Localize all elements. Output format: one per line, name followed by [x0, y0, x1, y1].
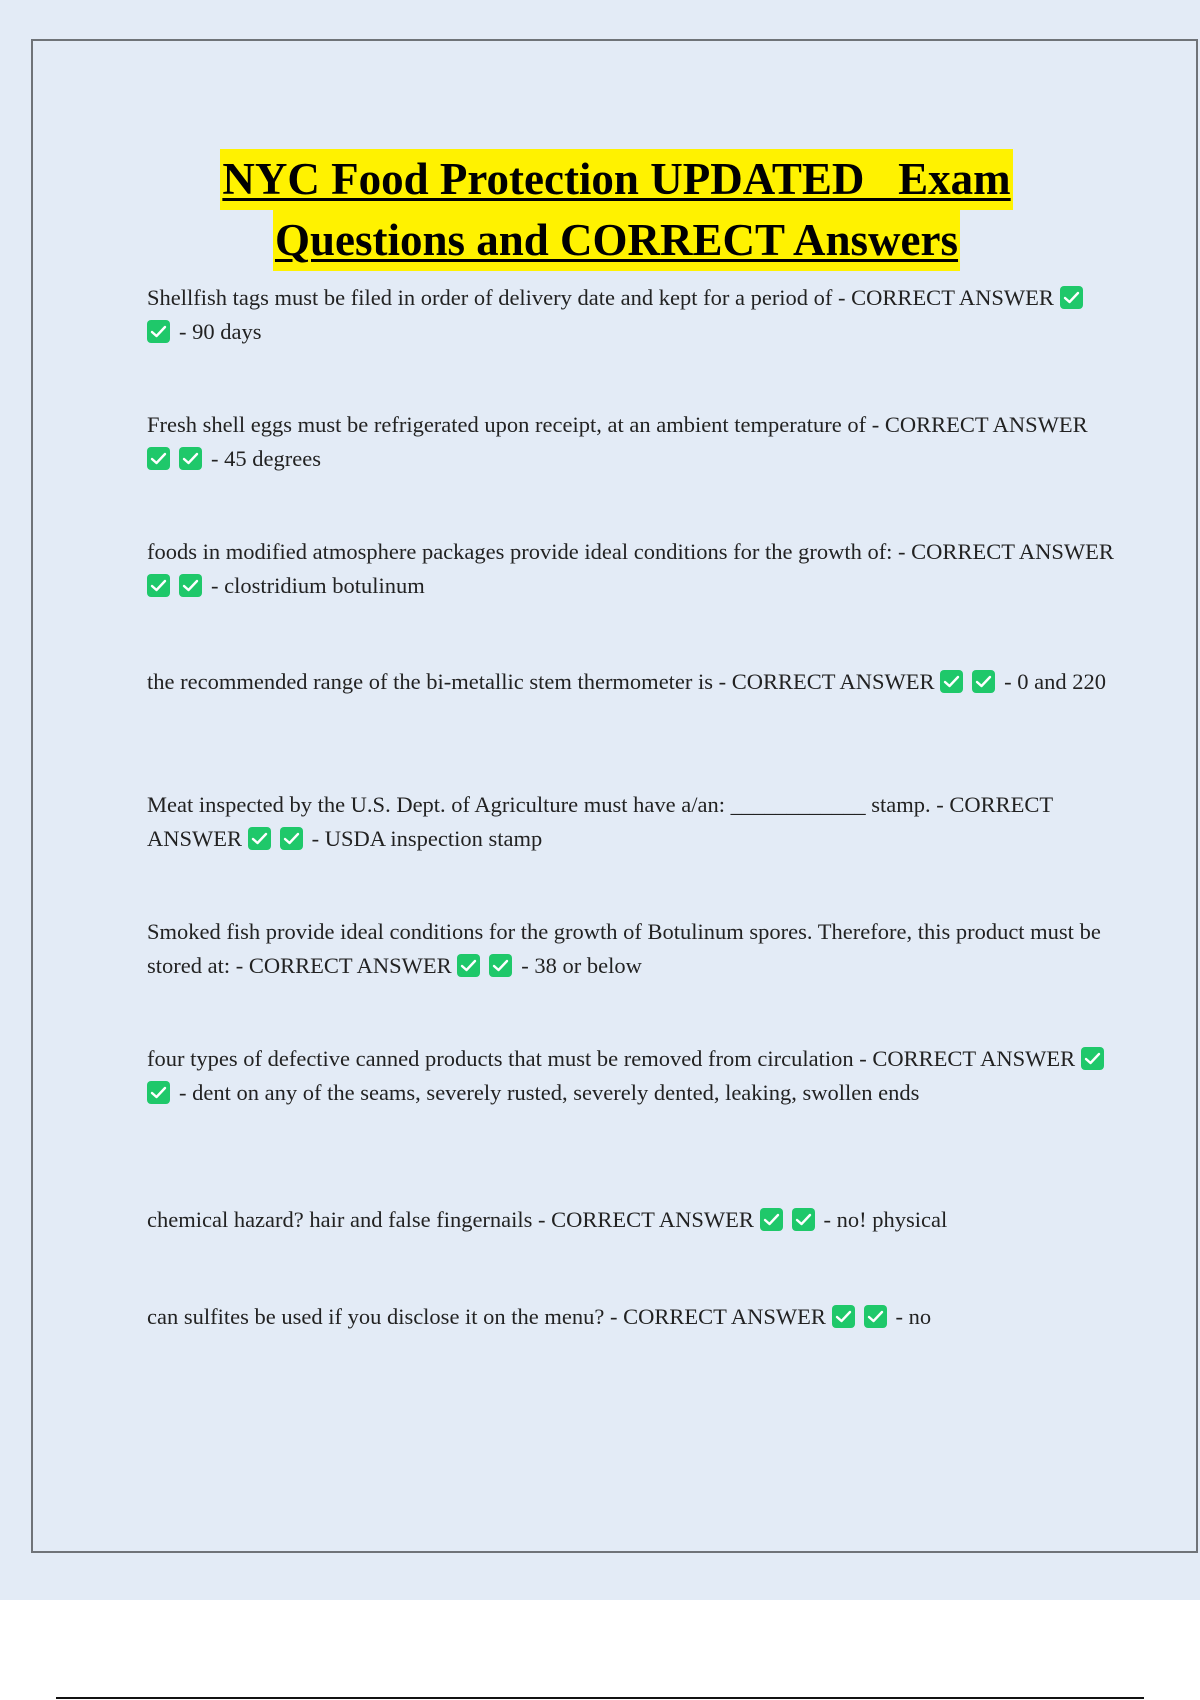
question-text: can sulfites be used if you disclose it on the menu? - CORRECT ANSWER	[147, 1304, 826, 1329]
check-box-icon	[457, 954, 480, 977]
check-box-icon	[179, 447, 202, 470]
question-text: Fresh shell eggs must be refrigerated upon receipt, at an ambient temperature of - CORRECT ANSWER	[147, 412, 1088, 437]
question-text: the recommended range of the bi-metallic stem thermometer is - CORRECT ANSWER	[147, 669, 935, 694]
check-box-icon	[280, 827, 303, 850]
check-box-icon	[179, 574, 202, 597]
answer-text: - dent on any of the seams, severely rusted, severely dented, leaking, swollen ends	[179, 1080, 920, 1105]
qa-item	[147, 1203, 1117, 1237]
answer-text: - 45 degrees	[211, 446, 321, 471]
qa-item	[147, 1042, 1117, 1110]
question-text: four types of defective canned products that must be removed from circulation - CORRECT ANSWER	[147, 1046, 1076, 1071]
check-box-icon	[489, 954, 512, 977]
question-text: Meat inspected by the U.S. Dept. of Agriculture must have a/an: ____________ stamp. - CORRECT ANSWER	[147, 792, 1053, 851]
qa-item	[147, 408, 1117, 476]
qa-item	[147, 788, 1117, 856]
check-box-icon	[832, 1305, 855, 1328]
check-box-icon	[792, 1208, 815, 1231]
qa-item	[147, 1300, 1117, 1334]
answer-text: - no	[895, 1304, 932, 1329]
check-box-icon	[864, 1305, 887, 1328]
check-box-icon	[1081, 1047, 1104, 1070]
check-box-icon	[147, 447, 170, 470]
answer-text: - 0 and 220	[1004, 669, 1107, 694]
qa-item	[147, 281, 1117, 349]
check-box-icon	[760, 1208, 783, 1231]
question-text: Shellfish tags must be filed in order of delivery date and kept for a period of - CORRECT ANSWER	[147, 285, 1054, 310]
question-text: Smoked fish provide ideal conditions for the growth of Botulinum spores. Therefore, this product must be stored at: - CORRECT ANSWER	[147, 919, 1101, 978]
check-box-icon	[147, 574, 170, 597]
answer-text: - 90 days	[179, 319, 262, 344]
answer-text: - clostridium botulinum	[211, 573, 425, 598]
check-box-icon	[940, 670, 963, 693]
check-box-icon	[248, 827, 271, 850]
qa-item	[147, 915, 1117, 983]
footer-rule	[56, 1697, 1144, 1699]
document-page	[31, 39, 1198, 1553]
question-text: foods in modified atmosphere packages provide ideal conditions for the growth of: - CORRECT ANSWER	[147, 539, 1114, 564]
title-line-2: Questions and CORRECT Answers	[273, 210, 960, 271]
qa-item	[147, 535, 1117, 603]
check-box-icon	[1060, 286, 1083, 309]
question-text: chemical hazard? hair and false fingernails - CORRECT ANSWER	[147, 1207, 754, 1232]
answer-text: - 38 or below	[521, 953, 642, 978]
answer-text: - USDA inspection stamp	[311, 826, 543, 851]
answer-text: - no! physical	[823, 1207, 948, 1232]
qa-item	[147, 665, 1117, 699]
check-box-icon	[972, 670, 995, 693]
check-box-icon	[147, 320, 170, 343]
title-line-1: NYC Food Protection UPDATED Exam	[220, 149, 1012, 210]
check-box-icon	[147, 1081, 170, 1104]
document-title	[33, 149, 1200, 271]
